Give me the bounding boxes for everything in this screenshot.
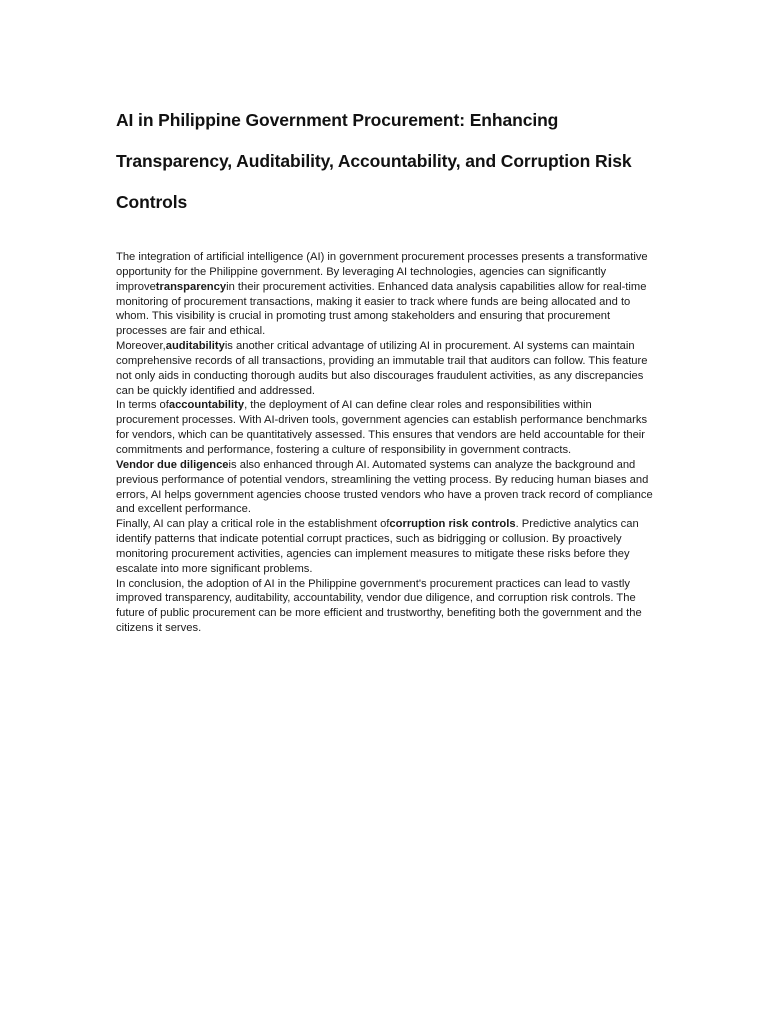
document-content xyxy=(116,100,656,636)
keyword-vendor-due-diligence: Vendor due diligence xyxy=(116,458,229,471)
paragraph-transparency xyxy=(116,250,656,339)
paragraph-accountability xyxy=(116,398,656,457)
document-body xyxy=(116,250,656,636)
paragraph-text: , the deployment of AI can define clear roles and responsibilities within procurement processes. With AI-driven tools, government agencies can establish performance benchmarks for vendors, which can be quantitatively assessed. This ensures that vendors are held accountable for their commitments and performance, fostering a culture of responsibility in government contracts. xyxy=(116,399,648,456)
keyword-corruption-risk-controls: corruption risk controls xyxy=(389,518,516,531)
keyword-auditability: auditability xyxy=(165,340,225,353)
paragraph-text: The integration of artificial intelligence (AI) in government procurement processes presents a transformative opportunity for the Philippine government. By leveraging AI technologies, agencies can significantly improve xyxy=(116,251,648,293)
keyword-transparency: transparency xyxy=(155,280,227,293)
paragraph-vendor-due-diligence xyxy=(116,458,656,517)
paragraph-corruption-risk-controls xyxy=(116,517,656,576)
keyword-accountability: accountability xyxy=(168,399,245,412)
paragraph-text: is another critical advantage of utilizing AI in procurement. AI systems can maintain comprehensive records of all transactions, providing an immutable trail that auditors can follow. This feature not only aids in conducting thorough audits but also discourages fraudulent activities, as any discrepancies can be quickly identified and addressed. xyxy=(116,340,648,397)
paragraph-text: In terms of xyxy=(116,399,169,412)
paragraph-text: Moreover, xyxy=(116,340,166,353)
document-title: AI in Philippine Government Procurement: Enhancing Transparency, Auditability, Accountability, and Corruption Risk Controls xyxy=(116,110,632,212)
paragraph-conclusion xyxy=(116,577,656,636)
paragraph-text: Finally, AI can play a critical role in the establishment of xyxy=(116,518,390,531)
paragraph-text: . Predictive analytics can identify patterns that indicate potential corrupt practices, such as bidrigging or collusion. By proactively monitoring procurement activities, agencies can implement measures to mitigate these risks before they escalate into more significant problems. xyxy=(116,518,639,575)
paragraph-text: In conclusion, the adoption of AI in the Philippine government's procurement practices can lead to vastly improved transparency, auditability, accountability, vendor due diligence, and corruption risk controls. The future of public procurement can be more efficient and trustworthy, benefiting both the government and the citizens it serves. xyxy=(116,577,642,635)
paragraph-text: is also enhanced through AI. Automated systems can analyze the background and previous performance of potential vendors, streamlining the vetting process. By reducing human biases and errors, AI helps government agencies choose trusted vendors who have a proven track record of compliance and excellent performance. xyxy=(116,458,653,516)
paragraph-auditability xyxy=(116,339,656,398)
paragraph-text: in their procurement activities. Enhanced data analysis capabilities allow for real-time monitoring of procurement transactions, making it easier to track where funds are being allocated and to whom. This visibility is crucial in promoting trust among stakeholders and ensuring that procurement processes are fair and ethical. xyxy=(116,280,647,338)
